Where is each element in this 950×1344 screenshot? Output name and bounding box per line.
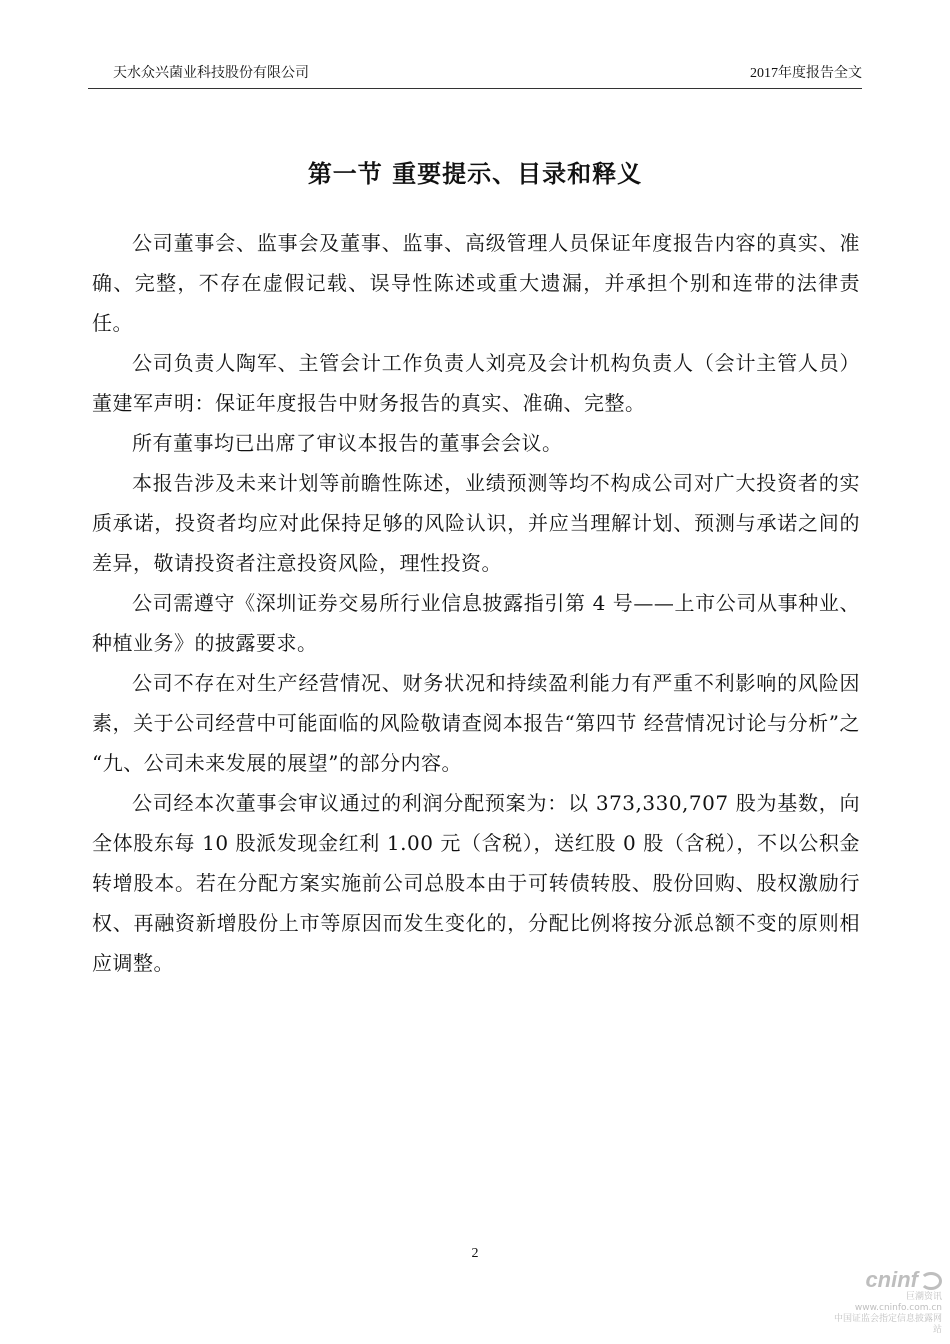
header-company-name: 天水众兴菌业科技股份有限公司 <box>113 66 309 81</box>
paragraph-board-attendance: 所有董事均已出席了审议本报告的董事会会议。 <box>132 431 563 455</box>
cninfo-logo-text: cninf <box>865 1267 918 1292</box>
cninfo-logo <box>832 1268 942 1292</box>
paragraph-profit-distribution: 公司经本次董事会审议通过的利润分配预案为：以 373,330,707 股为基数，向全体股东每 10 股派发现金红利 1.00 元（含税），送红股 0 股（含税），不以公积金转增股本。若在分配方案实施前公司总股本由于可转债转股、股份回购、股权激励行权、再融资新增股份上市等原因而发生变化的，分配比例将按分派总额不变的原则相应调整。 <box>92 791 860 975</box>
paragraph-disclosure-guideline: 公司需遵守《深圳证券交易所行业信息披露指引第 4 号——上市公司从事种业、种植业务》的披露要求。 <box>92 591 860 655</box>
paragraph-risk-factors: 公司不存在对生产经营情况、财务状况和持续盈利能力有严重不利影响的风险因素，关于公司经营中可能面临的风险敬请查阅本报告“第四节 经营情况讨论与分析”之 “九、公司未来发展的展望”的部分内容。 <box>92 671 860 775</box>
page-number: 2 <box>471 1246 479 1261</box>
watermark-name: 巨潮资讯 <box>905 1292 942 1302</box>
watermark-url: www.cninfo.com.cn <box>854 1303 942 1313</box>
section-title: 第一节 重要提示、目录和释义 <box>307 160 643 188</box>
cninfo-watermark <box>832 1268 942 1338</box>
paragraph-forward-looking: 本报告涉及未来计划等前瞻性陈述，业绩预测等均不构成公司对广大投资者的实质承诺，投资者均应对此保持足够的风险认识，并应当理解计划、预测与承诺之间的差异，敬请投资者注意投资风险，理性投资。 <box>92 471 860 575</box>
header-report-title: 2017年度报告全文 <box>750 66 862 81</box>
watermark-caption: 中国证监会指定信息披露网站 <box>833 1314 942 1335</box>
page-header <box>88 60 862 89</box>
paragraph-financial-declaration: 公司负责人陶军、主管会计工作负责人刘亮及会计机构负责人（会计主管人员）董建军声明：保证年度报告中财务报告的真实、准确、完整。 <box>92 351 860 415</box>
paragraph-responsibility: 公司董事会、监事会及董事、监事、高级管理人员保证年度报告内容的真实、准确、完整，不存在虚假记载、误导性陈述或重大遗漏，并承担个别和连带的法律责任。 <box>92 231 860 335</box>
swirl-icon <box>920 1272 942 1290</box>
body-text <box>92 223 860 983</box>
